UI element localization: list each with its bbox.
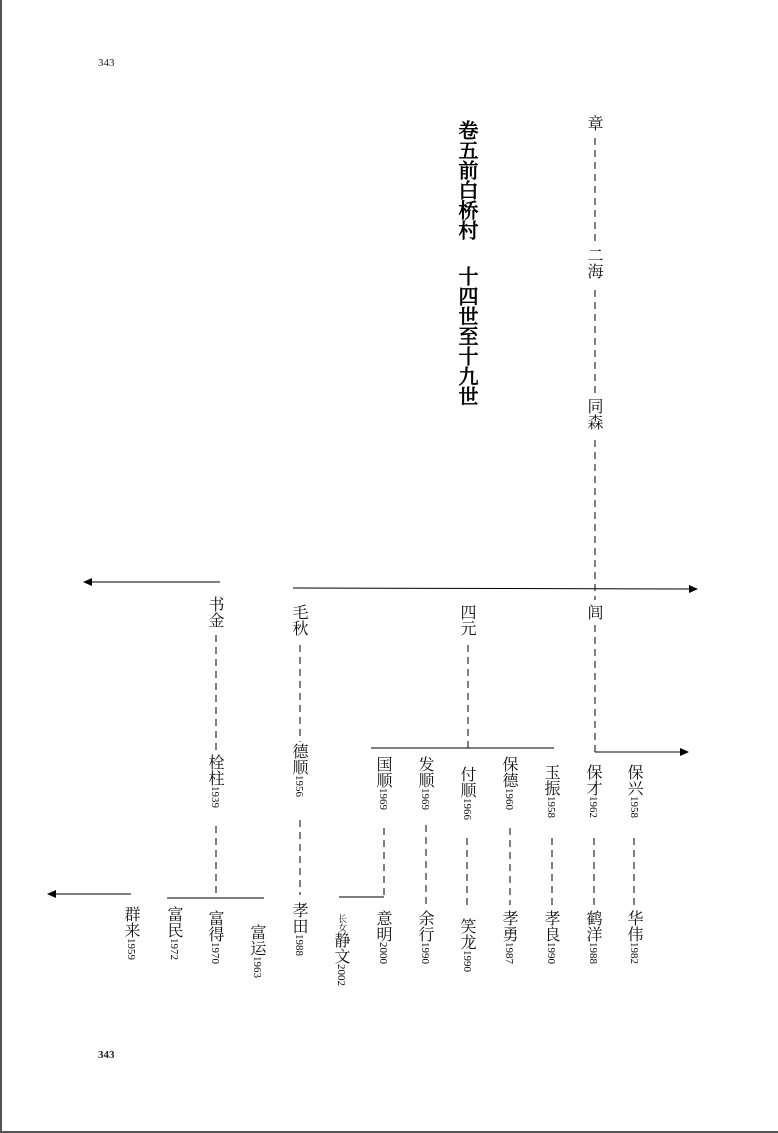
person-huawei: 华伟1982 (625, 910, 644, 964)
person-lv: 闾 (585, 604, 604, 620)
ancestor-erhai: 二海 (585, 247, 604, 279)
page-number-top: 343 (98, 57, 115, 69)
person-yiming: 意明2000 (374, 910, 393, 964)
person-siyuan: 四元 (458, 604, 477, 636)
person-fuyun: 富运1963 (248, 924, 267, 978)
person-baocai: 保才1962 (584, 764, 603, 818)
person-xiaoliang: 孝良1990 (542, 910, 561, 964)
title-generations: 十四世至十九世 (455, 266, 479, 406)
person-shujin: 书金 (206, 596, 225, 628)
gen-arrow-right (293, 588, 697, 589)
person-fude: 富得1970 (206, 910, 225, 964)
person-qunlai: 群来1959 (122, 906, 141, 960)
page-number-bottom: 343 (98, 1049, 115, 1061)
person-xiaolong: 笑龙1990 (458, 918, 477, 972)
person-fushun: 付顺1966 (458, 766, 477, 820)
person-xiaotian: 孝田1988 (290, 902, 309, 956)
person-yuxing: 余行1990 (416, 910, 435, 964)
person-jingwen: 长女静文2002 (332, 914, 351, 986)
person-fashun: 发顺1969 (416, 756, 435, 810)
person-baode: 保德1960 (500, 756, 519, 810)
person-guoshun: 国顺1969 (374, 756, 393, 810)
person-fumin: 富民1972 (165, 906, 184, 960)
person-maoqiu: 毛秋 (290, 604, 309, 636)
person-shuanzhu: 栓柱1939 (206, 754, 225, 808)
title-village: 卷五前白桥村 (455, 120, 479, 240)
person-xiaoyong: 孝勇1987 (500, 910, 519, 964)
ancestor-tongsen: 同森 (585, 398, 604, 430)
ancestor-zhang: 章 (585, 115, 604, 131)
person-heyang: 鹤洋1988 (584, 910, 603, 964)
person-deshun: 德顺1956 (290, 743, 309, 797)
person-baoxing: 保兴1958 (625, 764, 644, 818)
person-yuzhen: 玉振1958 (542, 764, 561, 818)
